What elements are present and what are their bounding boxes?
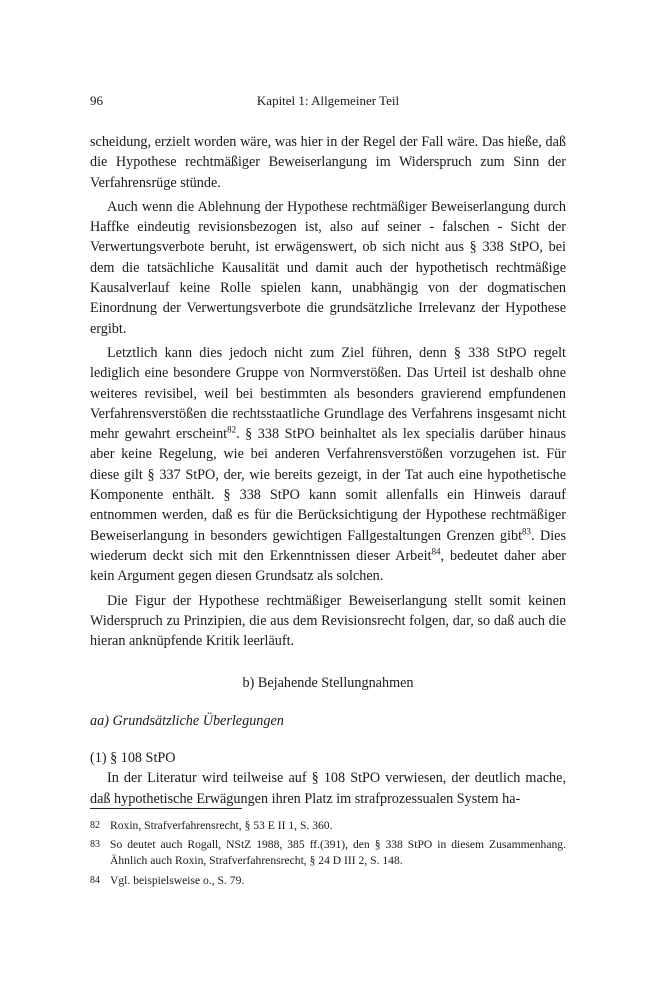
footnote-ref: 83 (522, 525, 532, 536)
paragraph-text: , bedeutet daher aber kein Argument gegen diesen Grundsatz als solchen. (90, 547, 566, 585)
footnote-number: 82 (90, 820, 100, 831)
footnote-number: 83 (90, 839, 100, 851)
paragraph: Die Figur der Hypothese rechtmäßiger Beweiserlangung stellt somit keinen Widerspruch zu Prinzipien, die aus dem Revisionsrecht folgen, dar, so daß auch die hieran anknüpfende Kritik leerläuft. (90, 592, 566, 650)
paragraph-text: . § 338 StPO beinhaltet als lex specialis darüber hinaus aber keine Regelung, wie bei anderen Verfahrensverstößen vorzugehen ist. Für diese gilt § 337 StPO, der, wie bereits gezeigt, in der Tat auch eine hypothetische Komponente enthält. § 338 StPO kann somit allenfalls ein Hinweis darauf entnommen werden, daß es für die Berücksichtigung der Hypothese rechtmäßiger Beweiserlangung in besonders gewichtigen Fallgestaltungen Grenzen gibt (90, 426, 566, 544)
section-heading: b) Bejahende Stellungnahmen (242, 675, 414, 692)
running-header (90, 93, 566, 109)
paragraph: scheidung, erzielt worden wäre, was hier in der Regel der Fall wäre. Das hieße, daß die Hypothese rechtmäßiger Beweiserlangung im Widerspruch zum Sinn der Verfahrensrüge stünde. (90, 134, 566, 191)
footnote-text: So deutet auch Rogall, NStZ 1988, 385 ff.(391), den § 338 StPO in diesem Zusammenhang. Ähnlich auch Roxin, Strafverfahrensrecht, § 24 D III 2, S. 148. (110, 838, 566, 868)
running-title: Kapitel 1: Allgemeiner Teil (256, 93, 400, 108)
paragraph: Auch wenn die Ablehnung der Hypothese rechtmäßiger Beweiserlangung durch Haffke eindeutig revisionsbezogen ist, also auf seiner - falschen - Sicht der Verwertungsverbote beruht, ist erwägenswert, ob sich nicht aus § 338 StPO, bei dem die tatsächliche Kausalität und damit auch der hypothetisch rechtmäßige Kausalverlauf keine Rolle spielen kann, unabhängig von der dogmatischen Einordnung der Verwertungsverbote die grundsätzliche Irrelevanz der Hypothese ergibt. (90, 198, 566, 337)
footnote-ref: 84 (431, 546, 441, 557)
paragraph-text: . Dies wiederum deckt sich mit den Erkenntnissen dieser Arbeit (90, 527, 566, 564)
paragraph: In der Literatur wird teilweise auf § 108 StPO verwiesen, der deutlich mache, daß hypothetische Erwägungen ihren Platz im strafprozessualen System ha- (90, 770, 566, 807)
footnote-text: Roxin, Strafverfahrensrecht, § 53 E II 1, S. 360. (110, 819, 333, 832)
footnote (90, 818, 566, 834)
footnote (90, 837, 566, 869)
footnote-ref: 82 (227, 424, 237, 435)
footnote-number: 84 (90, 874, 100, 886)
paragraph (90, 343, 566, 587)
footnote (90, 873, 566, 889)
page-number: 96 (90, 93, 103, 108)
footnote-divider (90, 808, 242, 809)
paragraph-text: Letztlich kann dies jedoch nicht zum Ziel führen, denn § 338 StPO regelt lediglich eine besondere Gruppe von Normverstößen. Das Urteil ist deshalb ohne weiteres revisibel, weil bei bestimmten als besonders gravierend empfundenen Verfahrensverstößen die rechtsstaatliche Grundlage des Verfahrens insgesamt nicht mehr gewahrt erscheint (90, 344, 566, 443)
subsubsection-heading: (1) § 108 StPO (90, 750, 176, 767)
footnotes (90, 818, 566, 892)
subsection-heading: aa) Grundsätzliche Überlegungen (90, 712, 284, 729)
footnote-text: Vgl. beispielsweise o., S. 79. (110, 873, 245, 887)
main-text (90, 132, 566, 809)
